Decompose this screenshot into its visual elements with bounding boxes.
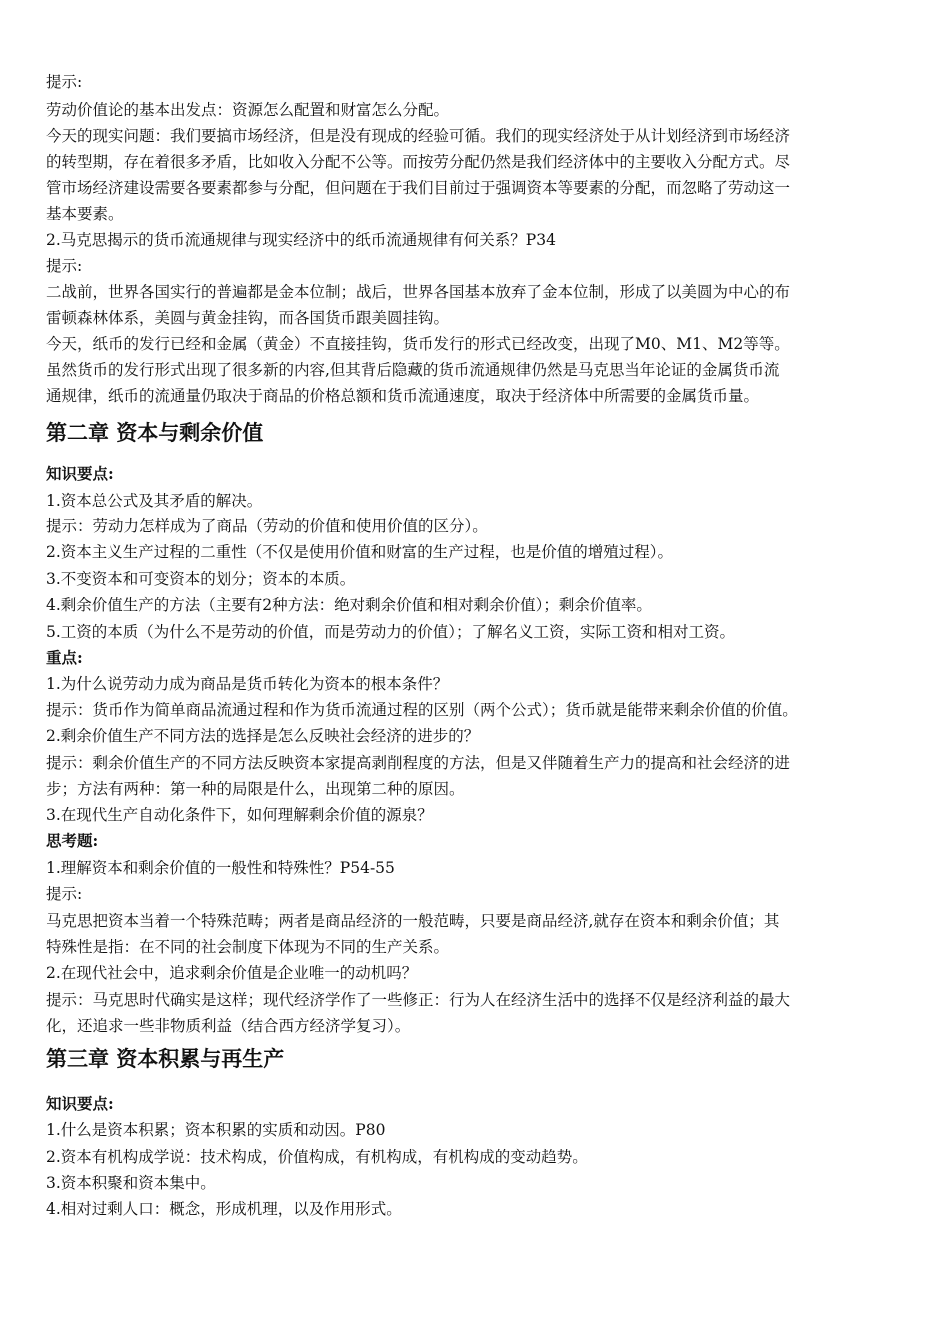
paragraph-line: 二战前，世界各国实行的普遍都是金本位制；战后，世界各国基本放弃了金本位制，形成了以美圆为中心的布 xyxy=(46,283,791,301)
paragraph-line: 雷顿森林体系，美圆与黄金挂钩，而各国货币跟美圆挂钩。 xyxy=(46,309,450,327)
paragraph-line: 今天的现实问题：我们要搞市场经济，但是没有现成的经验可循。我们的现实经济处于从计划经济到市场经济 xyxy=(46,127,791,145)
list-item: 2.资本有机构成学说：技术构成，价值构成，有机构成，有机构成的变动趋势。 xyxy=(46,1148,588,1166)
section-label: 知识要点: xyxy=(46,1094,114,1113)
paragraph-line: 提示：劳动力怎样成为了商品（劳动的价值和使用价值的区分）。 xyxy=(46,517,488,535)
paragraph-line: 基本要素。 xyxy=(46,205,124,223)
section-label: 思考题: xyxy=(46,831,99,850)
list-item: 2.在现代社会中，追求剩余价值是企业唯一的动机吗？ xyxy=(46,964,418,982)
paragraph-line: 特殊性是指：在不同的社会制度下体现为不同的生产关系。 xyxy=(46,938,450,956)
chapter-heading: 第三章 资本积累与再生产 xyxy=(46,1046,285,1071)
paragraph-line: 劳动价值论的基本出发点：资源怎么配置和财富怎么分配。 xyxy=(46,101,450,119)
list-item: 1.理解资本和剩余价值的一般性和特殊性？P54-55 xyxy=(46,859,395,877)
list-item: 1.资本总公式及其矛盾的解决。 xyxy=(46,492,263,510)
list-item: 2.剩余价值生产不同方法的选择是怎么反映社会经济的进步的？ xyxy=(46,727,480,745)
paragraph-line: 步；方法有两种：第一种的局限是什么，出现第二种的原因。 xyxy=(46,780,465,798)
list-item: 1.什么是资本积累；资本积累的实质和动因。P80 xyxy=(46,1121,386,1139)
paragraph-line: 今天，纸币的发行已经和金属（黄金）不直接挂钩，货币发行的形式已经改变，出现了M0、M1、M2等等。 xyxy=(46,335,790,353)
list-item: 4.剩余价值生产的方法（主要有2种方法：绝对剩余价值和相对剩余价值）；剩余价值率。 xyxy=(46,596,652,614)
list-item: 4.相对过剩人口：概念，形成机理，以及作用形式。 xyxy=(46,1200,402,1218)
list-item: 3.不变资本和可变资本的划分；资本的本质。 xyxy=(46,570,356,588)
paragraph-line: 的转型期，存在着很多矛盾，比如收入分配不公等。而按劳分配仍然是我们经济体中的主要收入分配方式。尽 xyxy=(46,153,791,171)
chapter-heading: 第二章 资本与剩余价值 xyxy=(46,420,264,445)
list-item: 5.工资的本质（为什么不是劳动的价值，而是劳动力的价值）；了解名义工资，实际工资和相对工资。 xyxy=(46,623,736,641)
section-label: 知识要点: xyxy=(46,464,114,483)
question-line: 2.马克思揭示的货币流通规律与现实经济中的纸币流通规律有何关系？P34 xyxy=(46,231,556,249)
list-item: 3.资本积聚和资本集中。 xyxy=(46,1174,216,1192)
paragraph-line: 虽然货币的发行形式出现了很多新的内容,但其背后隐藏的货币流通规律仍然是马克思当年论证的金属货币流 xyxy=(46,361,780,379)
paragraph-line: 提示：剩余价值生产的不同方法反映资本家提高剥削程度的方法，但是又伴随着生产力的提高和社会经济的进 xyxy=(46,754,791,772)
section-label: 重点: xyxy=(46,648,83,667)
paragraph-line: 提示：货币作为简单商品流通过程和作为货币流通过程的区别（两个公式）；货币就是能带来剩余价值的价值。 xyxy=(46,701,798,719)
hint-label: 提示: xyxy=(46,885,83,903)
paragraph-line: 化，还追求一些非物质利益（结合西方经济学复习）。 xyxy=(46,1017,411,1035)
paragraph-line: 马克思把资本当着一个特殊范畴；两者是商品经济的一般范畴，只要是商品经济,就存在资本和剩余价值；其 xyxy=(46,912,780,930)
paragraph-line: 通规律，纸币的流通量仍取决于商品的价格总额和货币流通速度，取决于经济体中所需要的金属货币量。 xyxy=(46,387,760,405)
paragraph-line: 提示：马克思时代确实是这样；现代经济学作了一些修正：行为人在经济生活中的选择不仅是经济利益的最大 xyxy=(46,991,791,1009)
list-item: 2.资本主义生产过程的二重性（不仅是使用价值和财富的生产过程，也是价值的增殖过程）。 xyxy=(46,543,674,561)
paragraph-line: 管市场经济建设需要各要素都参与分配，但问题在于我们目前过于强调资本等要素的分配，而忽略了劳动这一 xyxy=(46,179,791,197)
hint-label: 提示: xyxy=(46,73,83,91)
list-item: 1.为什么说劳动力成为商品是货币转化为资本的根本条件？ xyxy=(46,675,449,693)
hint-label: 提示: xyxy=(46,257,83,275)
list-item: 3.在现代生产自动化条件下，如何理解剩余价值的源泉？ xyxy=(46,806,433,824)
